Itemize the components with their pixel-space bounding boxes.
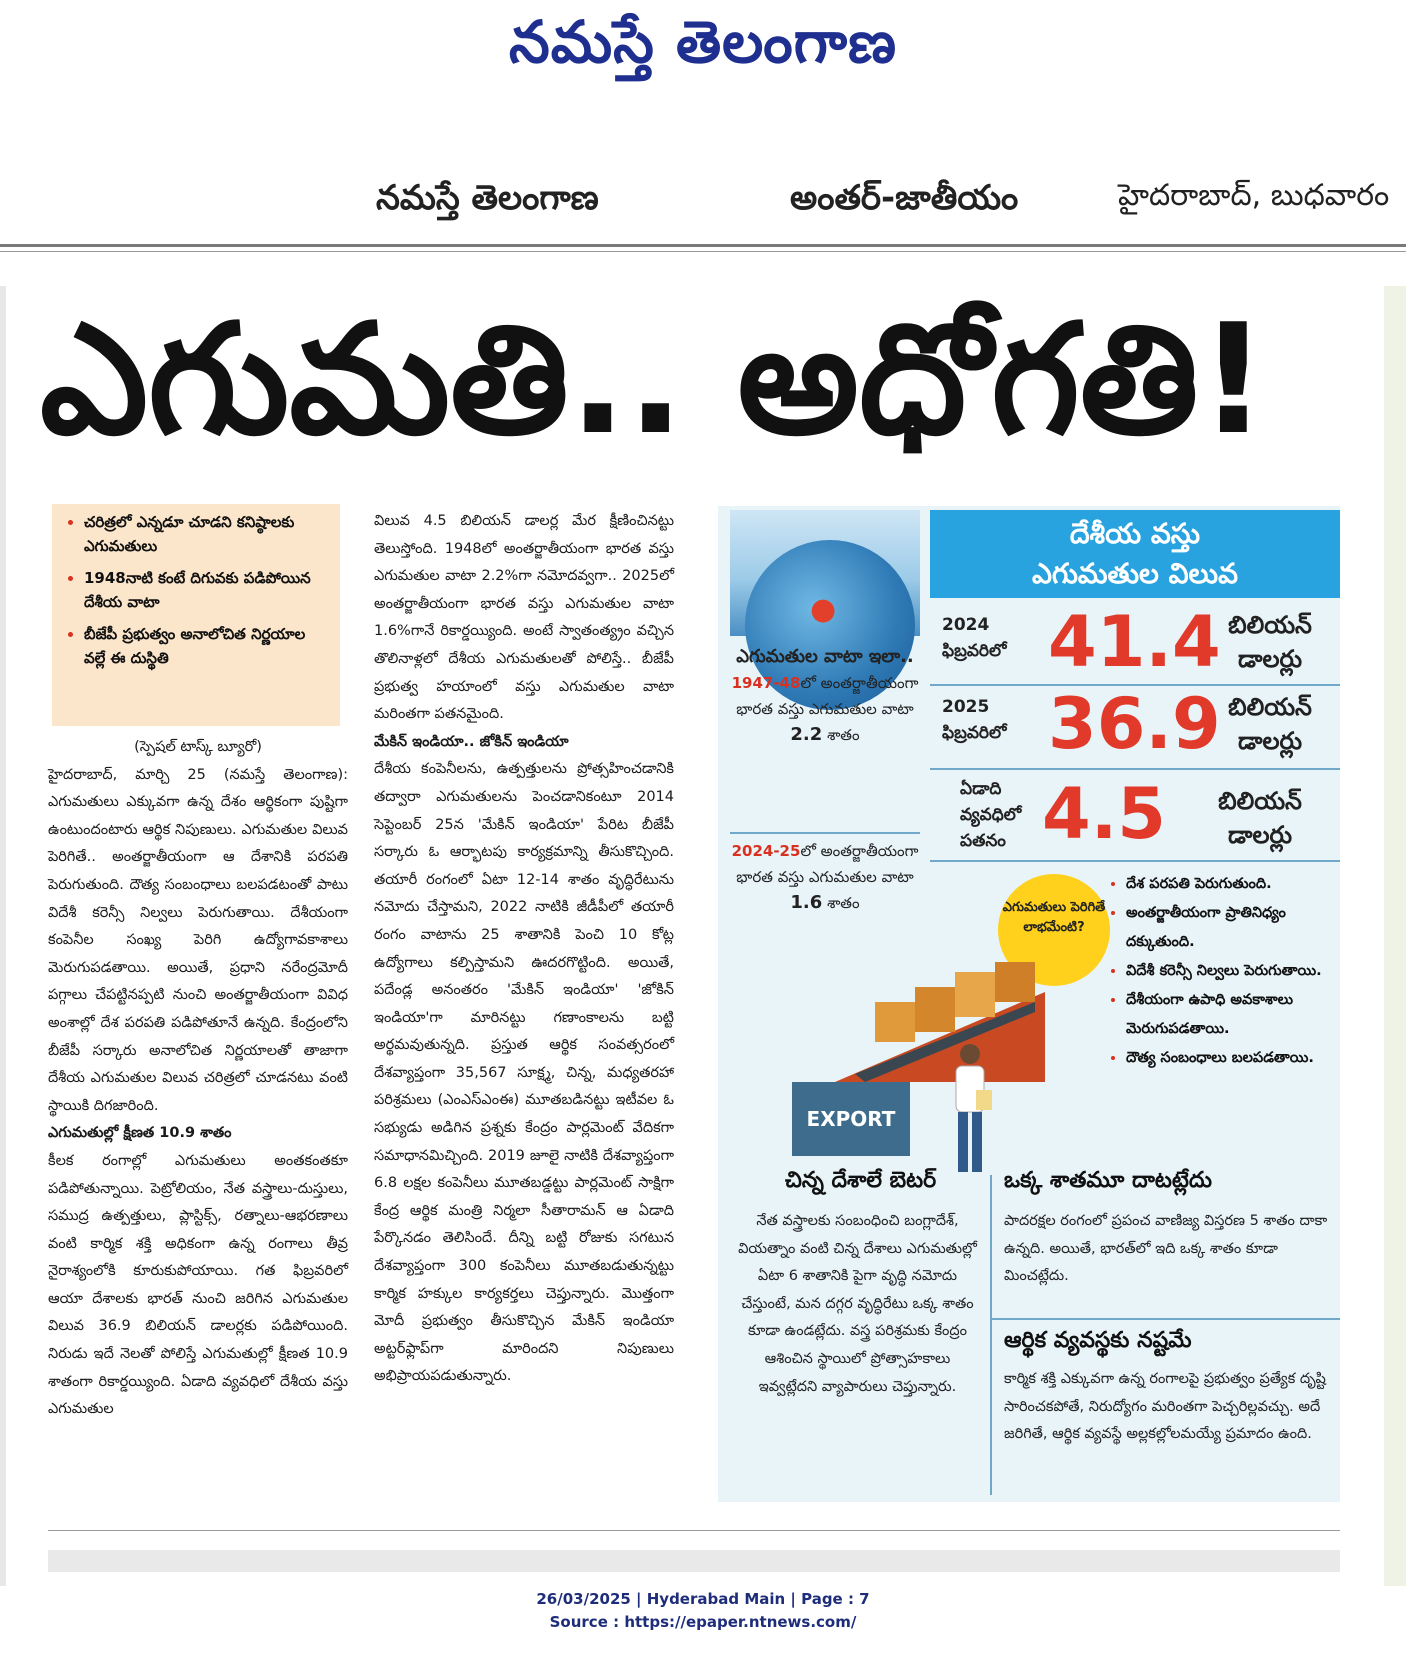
benefit-item: • అంతర్జాతీయంగా ప్రాతినిధ్యం దక్కుతుంది. <box>1126 899 1330 957</box>
header-paper-name: నమస్తే తెలంగాణ <box>376 178 599 218</box>
header-rule-thin <box>0 251 1406 252</box>
article-paragraph: దేశీయ కంపెనీలను, ఉత్పత్తులను ప్రోత్సహించడానికి తద్వారా ఎగుమతులను పెంచడానికంటూ 2014 సెప్టెంబర్ 25న 'మేకిన్ ఇండియా' పేరిట బీజేపీ సర్కారు ఓ ఆర్భాటపు కార్యక్రమాన్ని తీసుకొచ్చింది. తయారీ రంగంలో ఏటా 12-14 శాతం వృద్ధిరేటును నమోదు చేస్తామని, 2022 నాటికి జీడీపీలో తయారీ రంగం వాటాను 25 శాతానికి పెంచి 10 కోట్ల ఉద్యోగాలు కల్పిస్తామని ఊదరగొట్టింది. అయితే, పదేండ్ల అనంతరం 'మేకిన్ ఇండియా' 'జోకిన్ ఇండియా'గా మారినట్టు గణాంకాలను బట్టి అర్థమవుతున్నది. ప్రస్తుత ఆర్థిక సంవత్సరంలో దేశవ్యాప్తంగా 35,567 సూక్ష్మ, చిన్న, మధ్యతరహా పరిశ్రమలు (ఎంఎస్ఎంఈ) మూతబడినట్టు ఇటీవల ఓ సభ్యుడు అడిగిన ప్రశ్నకు కేంద్రం పార్లమెంట్ వేదికగా సమాధానమిచ్చింది. 2019 జూలై నాటికి దేశవ్యాప్తంగా 6.8 లక్షల కంపెనీలు మూతబడ్డట్టు పార్లమెంట్ సాక్షిగా కేంద్ర ఆర్థిక మంత్రి నిర్మలా సీతారామన్ ఆ ఏడాది పేర్కొనడం తెలిసిందే. దీన్ని బట్టి రోజుకు సగటున దేశవ్యాప్తంగా 300 కంపెనీలు మూతబడుతున్నట్టు కార్మిక హక్కుల కార్యకర్తలు చెప్తున్నారు. మొత్తంగా మోదీ ప్రభుత్వం తీసుకొచ్చిన మేకిన్ ఇండియా అట్టర్‌ఫ్లాప్‌గా మారిందని నిపుణులు అభిప్రాయపడుతున్నారు. <box>374 761 674 1385</box>
footer-edition: 26/03/2025 | Hyderabad Main | Page : 7 <box>536 1590 870 1608</box>
footer-source: Source : https://epaper.ntnews.com/ <box>549 1613 857 1631</box>
stat-divider <box>930 768 1340 770</box>
box-heading: ఆర్థిక వ్యవస్థకు నష్టమే <box>1004 1328 1192 1353</box>
export-container: EXPORT <box>792 1082 910 1156</box>
article-column-1 <box>48 734 348 1424</box>
share-note-2: 2024-25లో అంతర్జాతీయంగా భారత వస్తు ఎగుమతుల వాటా 1.6 శాతం <box>731 842 919 913</box>
next-article-strip <box>48 1550 1340 1572</box>
benefit-item: • దౌత్య సంబంధాలు బలపడతాయి. <box>1126 1044 1330 1073</box>
benefit-item: • దేశ పరపతి పెరుగుతుంది. <box>1126 870 1330 899</box>
box-text: నేత వస్త్రాలకు సంబంధించి బంగ్లాదేశ్, వియత్నాం వంటి చిన్న దేశాలు ఎగుమతుల్లో ఏటా 6 శాతానికి పైగా వృద్ధి నమోదు చేస్తుంటే, మన దగ్గర వృద్ధిరేటు ఒక్క శాతం కూడా ఉండట్లేదు. వస్త్ర పరిశ్రమకు కేంద్రం ఆశించిన స్థాయిలో ప్రోత్సాహకాలు ఇవ్వట్లేదని వ్యాపారులు చెప్తున్నారు. <box>738 1213 977 1395</box>
box-divider <box>990 1175 992 1495</box>
left-margin-strip <box>0 286 6 1586</box>
stat-divider <box>930 860 1340 862</box>
subheading: ఎగుమతుల్లో క్షీణత 10.9 శాతం <box>48 1125 232 1142</box>
box-divider <box>990 1318 1340 1320</box>
stat-row-decline: ఏడాది వ్యవధిలో పతనం 4.5 బిలియన్ డాలర్లు <box>960 773 1302 855</box>
worker-icon <box>940 1040 1000 1190</box>
box-heading: ఒక్క శాతమూ దాటట్లేదు <box>1004 1168 1212 1193</box>
article-paragraph: హైదరాబాద్, మార్చి 25 (నమస్తే తెలంగాణ): ఎగుమతులు ఎక్కువగా ఉన్న దేశం ఆర్థికంగా పుష్టిగా ఉంటుందంటారు ఆర్థిక నిపుణులు. ఎగుమతుల విలువ పెరిగితే.. అంతర్జాతీయంగా ఆ దేశానికి పరపతి పెరుగుతుంది. దౌత్య సంబంధాలు బలపడటంతో పాటు విదేశీ కరెన్సీ నిల్వలు పెరుగుతాయి. దేశీయంగా కంపెనీల సంఖ్య పెరిగి ఉద్యోగావకాశాలు మెరుగుపడతాయి. అయితే, ప్రధాని నరేంద్రమోదీ పగ్గాలు చేపట్టినప్పటి నుంచి అంతర్జాతీయంగా వివిధ అంశాల్లో దేశ పరపతి పడిపోతూనే ఉన్నది. కేంద్రంలోని బీజేపీ సర్కారు అనాలోచిత నిర్ణయాలతో తాజాగా దేశీయ ఎగుమతుల విలువ చరిత్రలో చూడనటు వంటి స్థాయికి దిగజారింది. <box>48 766 348 1114</box>
highlight-item: • 1948నాటి కంటే దిగువకు పడిపోయిన దేశీయ వాటా <box>84 566 328 614</box>
box-heading: చిన్న దేశాలే బెటర్ <box>785 1168 937 1193</box>
masthead-logo: నమస్తే తెలంగాణ <box>509 8 897 76</box>
article-paragraph: కీలక రంగాల్లో ఎగుమతులు అంతకంతకూ పడిపోతున్నాయి. పెట్రోలియం, నేత వస్త్రాలు-దుస్తులు, సముద్ర ఉత్పత్తులు, ప్లాస్టిక్స్, రత్నాలు-ఆభరణాలు వంటి కార్మిక శక్తి అధికంగా ఉన్న రంగాలు తీవ్ర నైరాశ్యంలోకి కూరుకుపోయాయి. గత ఫిబ్రవరిలో ఆయా దేశాలకు భారత్ నుంచి జరిగిన ఎగుమతుల విలువ 36.9 బిలియన్ డాలర్లకు పడిపోయింది. నిరుడు ఇదే నెలతో పోలిస్తే ఎగుమతుల్లో క్షీణత 10.9 శాతంగా రికార్డయ్యింది. ఏడాది వ్యవధిలో దేశీయ వస్తు ఎగుమతుల <box>48 1152 348 1418</box>
headline: ఎగుమతి.. అధోగతి! <box>40 291 1269 468</box>
highlights-box <box>52 504 340 726</box>
stat-value: 41.4 <box>1048 601 1221 683</box>
box-text: పాదరక్షల రంగంలో ప్రపంచ వాణిజ్య విస్తరణ 5 శాతం దాకా ఉన్నది. అయితే, భారత్‌లో ఇది ఒక్క శాతం కూడా మించట్లేదు. <box>1004 1213 1328 1285</box>
stat-value: 4.5 <box>1042 773 1167 855</box>
subheading: మేకిన్ ఇండియా.. జోకిన్ ఇండియా <box>374 733 569 750</box>
byline: (స్పెషల్ టాస్క్ బ్యూరో) <box>134 739 262 755</box>
share-note-1: ఎగుమతుల వాటా ఇలా.. 1947-48లో అంతర్జాతీయంగా భారత వస్తు ఎగుమతుల వాటా 2.2 శాతం <box>731 646 919 745</box>
highlight-item: • బీజేపీ ప్రభుత్వం అనాలోచిత నిర్ణయాల వల్లే ఈ దుస్థితి <box>84 622 328 670</box>
bottom-rule <box>48 1530 1340 1531</box>
infographic-title: దేశీయ వస్తు ఎగుమతుల విలువ <box>930 510 1340 598</box>
box-text: కార్మిక శక్తి ఎక్కువగా ఉన్న రంగాలపై ప్రభుత్వం ప్రత్యేక దృష్టి సారించకపోతే, నిరుద్యోగం మరింతగా పెచ్చరిల్లవచ్చు. అదే జరిగితే, ఆర్థిక వ్యవస్థే అల్లకల్లోలమయ్యే ప్రమాదం ఉంది. <box>1004 1371 1326 1443</box>
benefits-list <box>1100 870 1330 1073</box>
benefits-badge: ఎగుమతులు పెరిగితే లాభమేంటి? <box>998 874 1110 986</box>
stat-value: 36.9 <box>1048 683 1221 765</box>
right-margin-strip <box>1384 286 1406 1586</box>
benefit-item: • విదేశీ కరెన్సీ నిల్వలు పెరుగుతాయి. <box>1126 957 1330 986</box>
header-rule <box>0 244 1406 247</box>
share-divider <box>730 832 920 834</box>
benefit-item: • దేశీయంగా ఉపాధి అవకాశాలు మెరుగుపడతాయి. <box>1126 986 1330 1044</box>
stat-row-2025: 2025 ఫిబ్రవరిలో 36.9 బిలియన్ డాలర్లు <box>942 683 1312 765</box>
highlight-item: • చరిత్రలో ఎన్నడూ చూడని కనిష్ఠాలకు ఎగుమతులు <box>84 510 328 558</box>
article-column-2 <box>374 508 674 1391</box>
header-dateline: హైదరాబాద్, బుధవారం <box>1118 178 1390 213</box>
header-section: అంతర్-జాతీయం <box>790 178 1019 218</box>
stat-row-2024: 2024 ఫిబ్రవరిలో 41.4 బిలియన్ డాలర్లు <box>942 601 1312 683</box>
location-pin-icon: ● <box>810 592 837 627</box>
article-paragraph: విలువ 4.5 బిలియన్ డాలర్ల మేర క్షీణించినట్టు తెలుస్తోంది. 1948లో అంతర్జాతీయంగా భారత వస్తు ఎగుమతుల వాటా 2.2%గా నమోదవ్వగా.. 2025లో అంతర్జాతీయంగా భారత వస్తు ఎగుమతుల వాటా 1.6%గానే రికార్డయ్యింది. అంటే స్వాతంత్య్రం వచ్చిన తొలినాళ్లలో దేశీయ ఎగుమతులతో పోలిస్తే.. బీజేపీ ప్రభుత్వ హయాంలో వస్తు ఎగుమతుల వాటా మరింతగా పతనమైంది. <box>374 513 674 723</box>
